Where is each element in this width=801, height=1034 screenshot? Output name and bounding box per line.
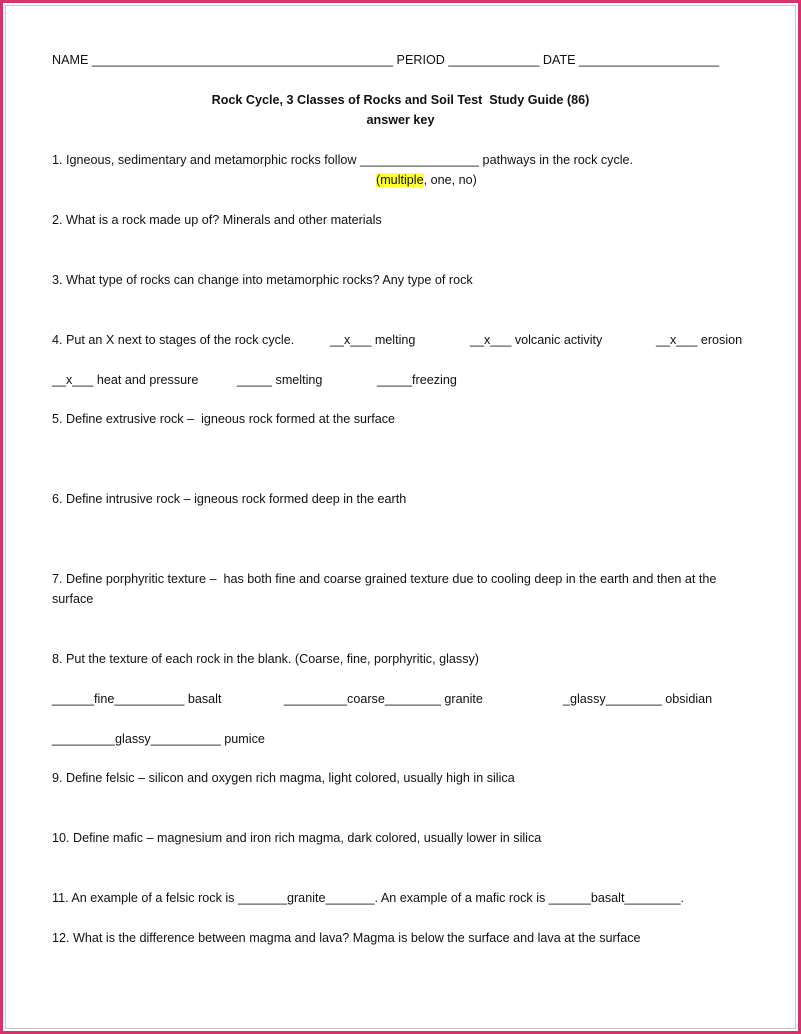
question-8-pumice: _________glassy__________ pumice — [52, 732, 265, 746]
question-10: 10. Define mafic – magnesium and iron rich magma, dark colored, usually lower in silica — [52, 831, 542, 845]
question-8-prompt: 8. Put the texture of each rock in the blank. (Coarse, fine, porphyritic, glassy) — [52, 652, 479, 666]
question-1-choices — [376, 172, 477, 188]
question-11: 11. An example of a felsic rock is _______granite_______. An example of a mafic rock is ______basalt________. — [52, 891, 684, 905]
question-4-volcanic: __x___ volcanic activity — [470, 333, 603, 347]
question-1-answer-highlight: (multiple — [376, 173, 424, 187]
question-6: 6. Define intrusive rock – igneous rock formed deep in the earth — [52, 492, 407, 506]
question-1: 1. Igneous, sedimentary and metamorphic rocks follow _________________ pathways in the rock cycle. — [52, 153, 634, 167]
question-4-prompt: 4. Put an X next to stages of the rock cycle. — [52, 333, 295, 347]
question-1-choices-rest: , one, no) — [423, 173, 477, 187]
question-2: 2. What is a rock made up of? Minerals and other materials — [52, 213, 382, 227]
question-8-obsidian: _glassy________ obsidian — [563, 692, 713, 706]
document-subtitle: answer key — [366, 113, 435, 127]
question-12: 12. What is the difference between magma and lava? Magma is below the surface and lava at the surface — [52, 931, 641, 945]
question-4-freezing: _____freezing — [377, 373, 457, 387]
question-8-granite: _________coarse________ granite — [284, 692, 483, 706]
question-4-heat-pressure: __x___ heat and pressure — [52, 373, 199, 387]
question-4-melting: __x___ melting — [330, 333, 416, 347]
question-8-basalt: ______fine__________ basalt — [52, 692, 222, 706]
question-7-line-1: 7. Define porphyritic texture – has both fine and coarse grained texture due to cooling deep in the earth and then at the — [52, 572, 717, 586]
question-9: 9. Define felsic – silicon and oxygen rich magma, light colored, usually high in silica — [52, 771, 515, 785]
name-period-date-line: NAME ___________________________________________ PERIOD _____________ DATE ____________________ — [52, 53, 720, 67]
question-4-smelting: _____ smelting — [237, 373, 323, 387]
document-title: Rock Cycle, 3 Classes of Rocks and Soil Test Study Guide (86) — [211, 93, 590, 107]
question-4-erosion: __x___ erosion — [656, 333, 743, 347]
question-7-line-2: surface — [52, 592, 94, 606]
question-3: 3. What type of rocks can change into metamorphic rocks? Any type of rock — [52, 273, 473, 287]
question-5: 5. Define extrusive rock – igneous rock formed at the surface — [52, 412, 395, 426]
